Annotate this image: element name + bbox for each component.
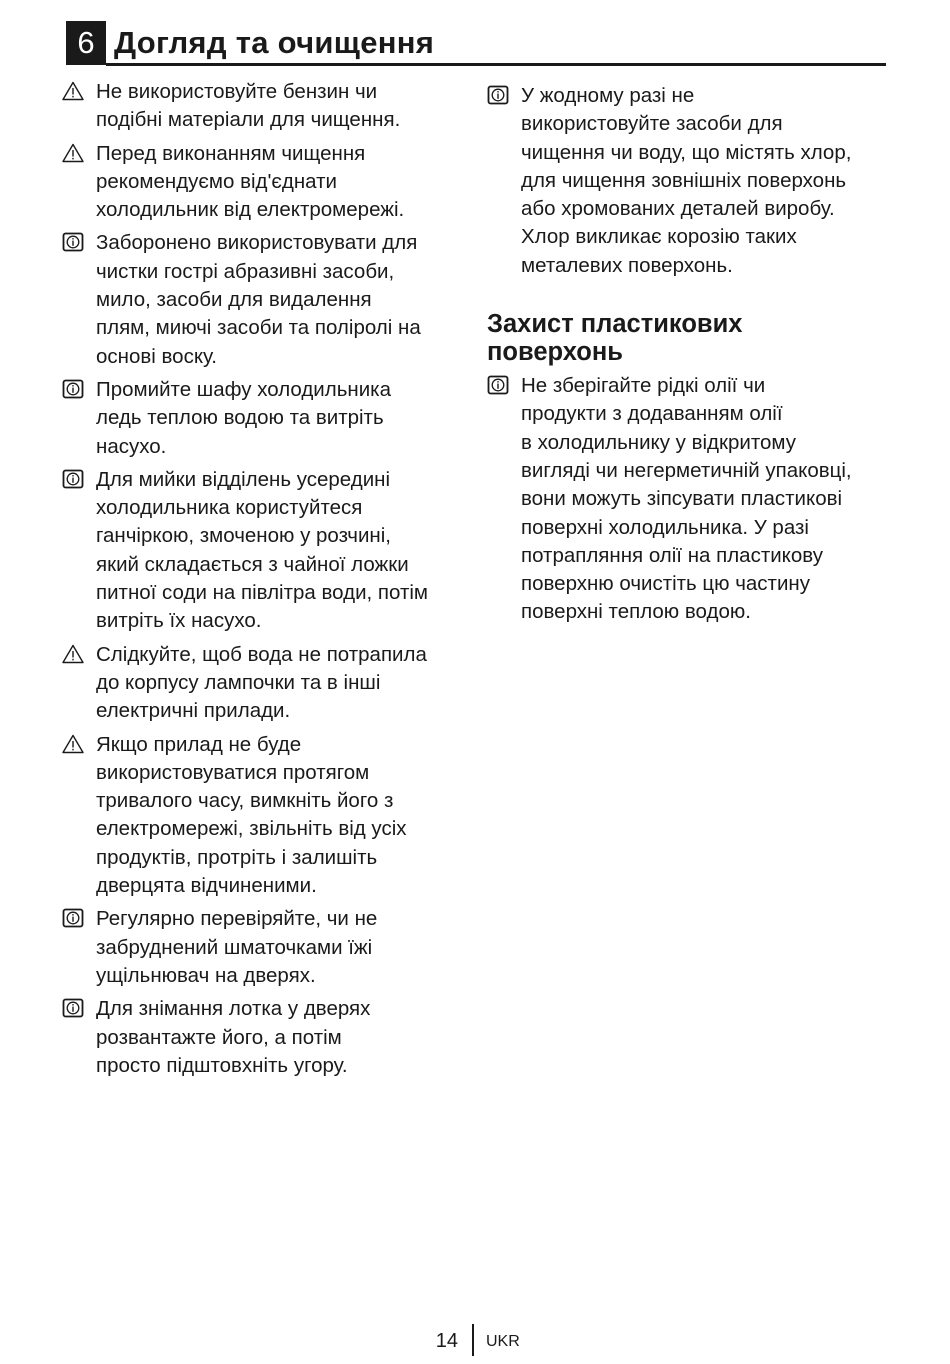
item-text: Слідкуйте, щоб вода не потрапила до корпусу лампочки та в інші електричні прилади. (96, 642, 427, 723)
chapter-number: 6 (66, 21, 106, 65)
item-text: У жодному разі не використовуйте засоби для чищення чи воду, що містять хлор, для чищення зовнішніх поверхонь або хромованих деталей виробу. Хлор викликає корозію таких металевих поверхонь. (521, 84, 852, 277)
list-item (62, 140, 462, 225)
item-text: Перед виконанням чищення рекомендуємо від'єднати холодильник від електромережі. (96, 141, 405, 222)
language-code: UKR (486, 1333, 520, 1350)
page-number: 14 (435, 1330, 458, 1352)
list-item (62, 229, 462, 370)
warning-icon (62, 143, 84, 163)
right-column (487, 82, 887, 632)
chapter-title: Догляд та очищення (114, 25, 435, 60)
info-icon (487, 85, 509, 105)
info-icon (62, 379, 84, 399)
list-item (62, 995, 462, 1080)
list-item (62, 376, 462, 461)
item-text: Для мийки відділень усередині холодильника користуйтеся ганчіркою, змоченою у розчині, який складається з чайної ложки питної соди на півлітра води, потім витріть їх насухо. (96, 467, 428, 633)
item-text: Для знімання лотка у дверях розвантажте його, а потім просто підштовхніть угору. (96, 997, 371, 1077)
list-item (487, 82, 887, 280)
info-icon (62, 908, 84, 928)
item-text: Регулярно перевіряйте, чи не забруднений шматочками їжі ущільнювач на дверях. (96, 907, 378, 987)
item-text: Не зберігайте рідкі олії чи продукти з додаванням олії в холодильнику у відкритому вигляді чи негерметичній упаковці, вони можуть зіпсувати пластикові поверхні холодильника. У разі потрапляння олії на пластикову поверхню очистіть цю частину поверхні теплою водою. (521, 374, 852, 624)
list-item (62, 905, 462, 990)
footer-divider (472, 1324, 474, 1356)
list-item (62, 641, 462, 726)
list-item (62, 731, 462, 901)
header-rule (106, 63, 886, 66)
left-column (62, 78, 462, 1085)
section-heading: Захист пластикових поверхонь (487, 310, 743, 367)
info-icon (62, 232, 84, 252)
page-footer (0, 1322, 950, 1362)
item-text: Промийте шафу холодильника ледь теплою водою та витріть насухо. (96, 377, 391, 458)
warning-icon (62, 644, 84, 664)
warning-icon (62, 81, 84, 101)
info-icon (62, 469, 84, 489)
list-item (62, 466, 462, 636)
chapter-header (66, 21, 886, 65)
item-text: Якщо прилад не буде використовуватися протягом тривалого часу, вимкніть його з електромережі, звільніть від усіх продуктів, протріть і залишіть дверцята відчиненими. (96, 732, 407, 898)
warning-icon (62, 734, 84, 754)
info-icon (62, 998, 84, 1018)
item-text: Не використовуйте бензин чи подібні матеріали для чищення. (96, 80, 401, 132)
item-text: Заборонено використовувати для чистки гострі абразивні засоби, мило, засоби для видалення плям, миючі засоби та поліролі на основі воску. (96, 231, 421, 368)
list-item (487, 372, 887, 627)
list-item (62, 78, 462, 135)
info-icon (487, 375, 509, 395)
